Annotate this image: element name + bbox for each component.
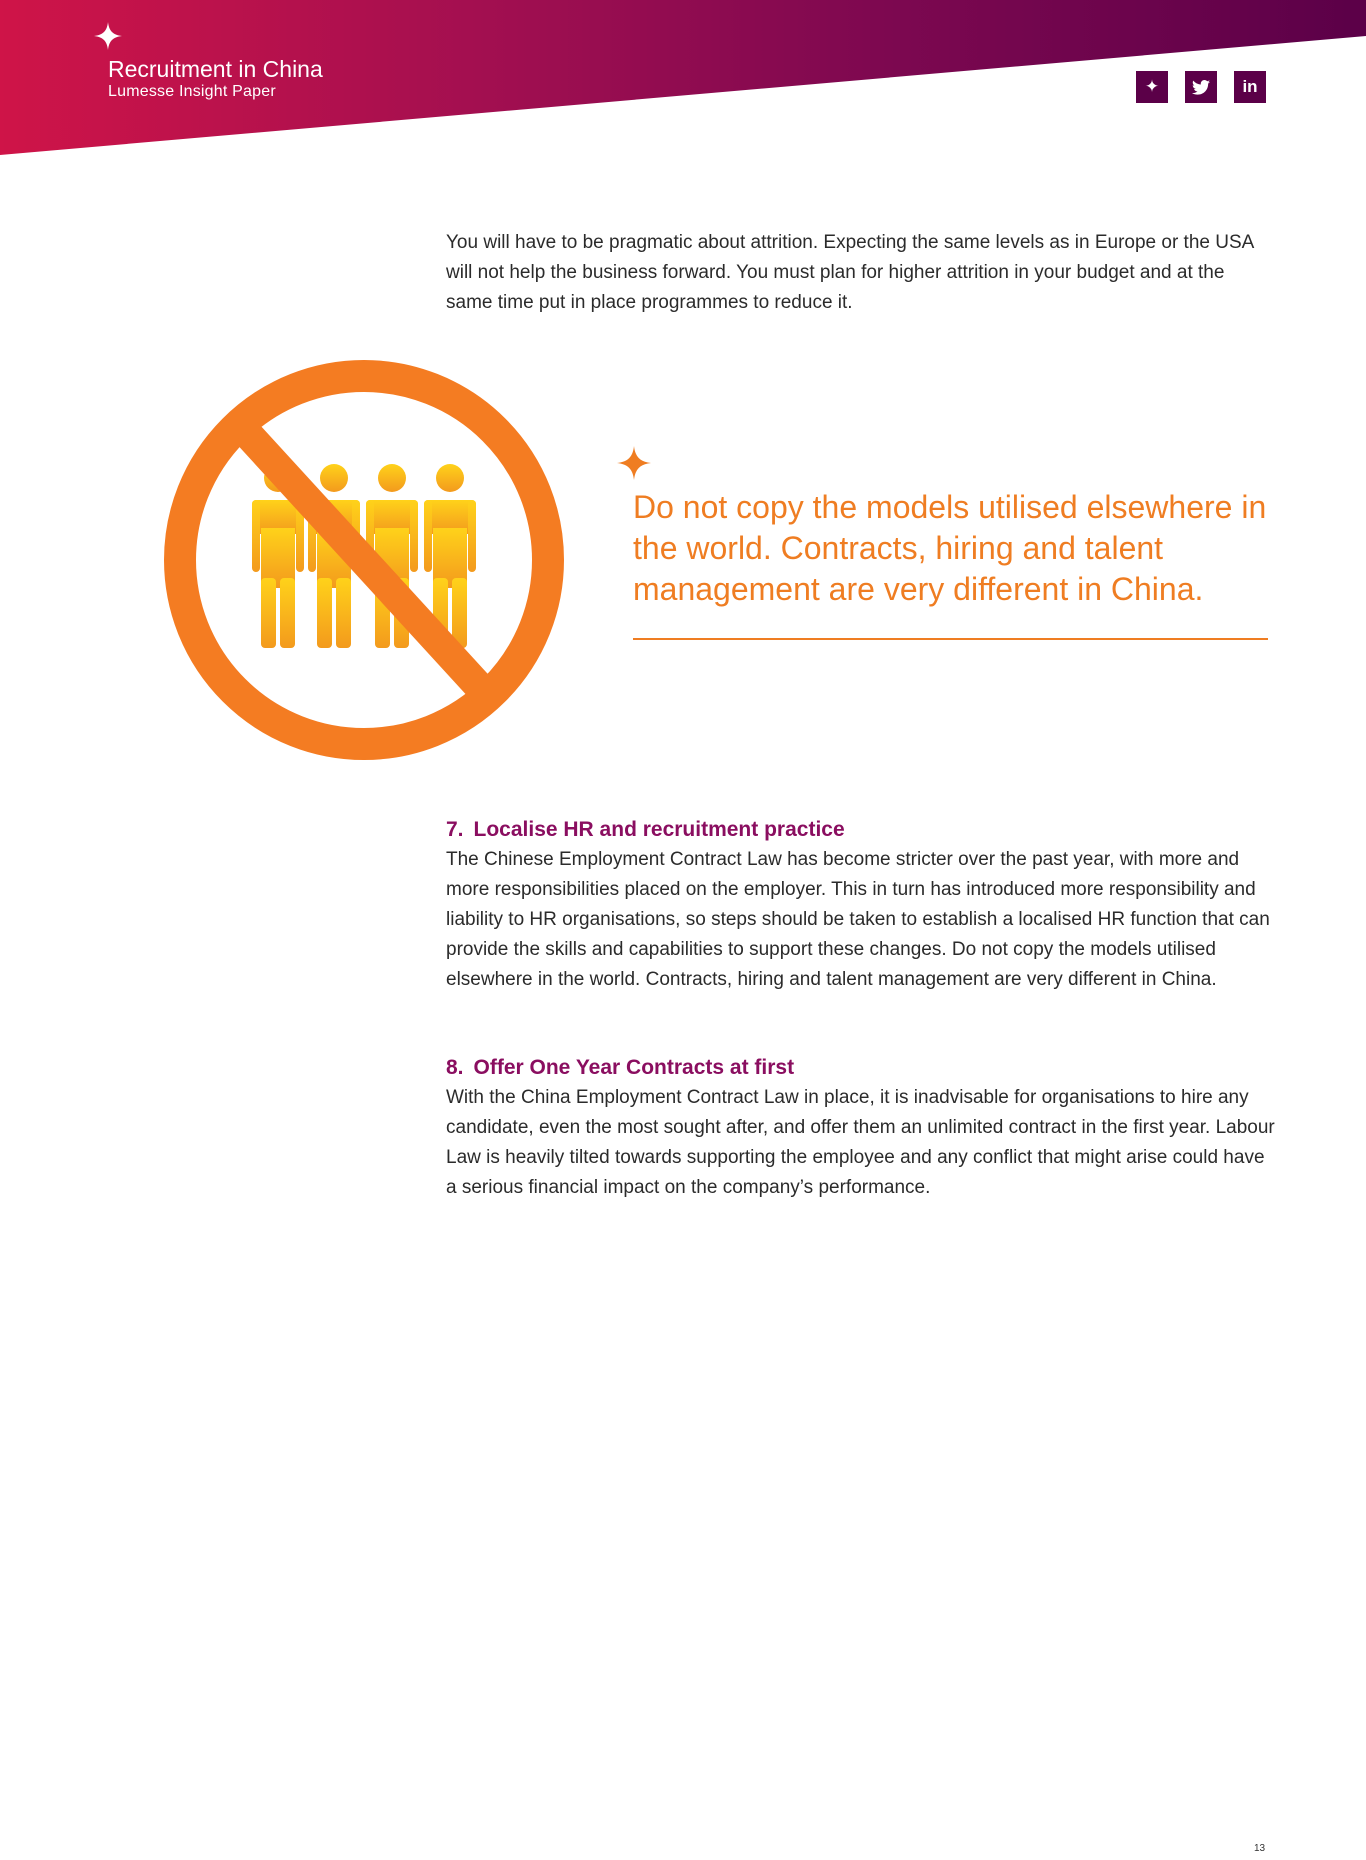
twitter-icon — [1192, 80, 1210, 95]
pull-quote: Do not copy the models utilised elsewhere in the world. Contracts, hiring and talent management are very different in China. — [633, 489, 1267, 607]
document-title: Recruitment in China — [108, 56, 323, 82]
section-heading — [446, 815, 1276, 845]
share-bar — [1136, 71, 1266, 103]
section-heading — [446, 1053, 1276, 1083]
page-number: 13 — [1254, 1843, 1266, 1854]
section-body: The Chinese Employment Contract Law has become stricter over the past year, with more and more responsibilities placed on the employer. This in turn has introduced more responsibility and liability to HR organisations, so steps should be taken to establish a localised HR function that can provide the skills and capabilities to support these changes. Do not copy the models utilised elsewhere in the world. Contracts, hiring and talent management are very different in China. — [446, 849, 1270, 990]
share-twitter-button[interactable] — [1185, 71, 1217, 103]
intro-paragraph: You will have to be pragmatic about attrition. Expecting the same levels as in Europe or the USA will not help the business forward. You must plan for higher attrition in your budget and at the same time put in place programmes to reduce it. — [446, 232, 1254, 313]
star-icon: ✦ — [1144, 77, 1160, 96]
sparkle-icon — [617, 446, 651, 480]
section-title: Localise HR and recruitment practice — [473, 818, 845, 841]
quote-divider — [633, 638, 1268, 640]
section-title: Offer One Year Contracts at first — [473, 1056, 795, 1079]
sparkle-logo-icon — [94, 22, 122, 50]
section-number: 7. — [446, 818, 464, 841]
no-people-icon — [162, 358, 566, 762]
document-subtitle: Lumesse Insight Paper — [108, 83, 276, 100]
section-number: 8. — [446, 1056, 464, 1079]
linkedin-icon: in — [1242, 77, 1258, 96]
share-linkedin-button[interactable] — [1234, 71, 1266, 103]
section-one-year-contracts — [446, 1053, 1276, 1203]
share-star-button[interactable] — [1136, 71, 1168, 103]
section-body: With the China Employment Contract Law in place, it is inadvisable for organisations to hire any candidate, even the most sought after, and offer them an unlimited contract in the first year. Labour Law is heavily tilted towards supporting the employee and any conflict that might arise could have a serious financial impact on the company’s performance. — [446, 1087, 1275, 1198]
section-localise-hr — [446, 815, 1276, 995]
